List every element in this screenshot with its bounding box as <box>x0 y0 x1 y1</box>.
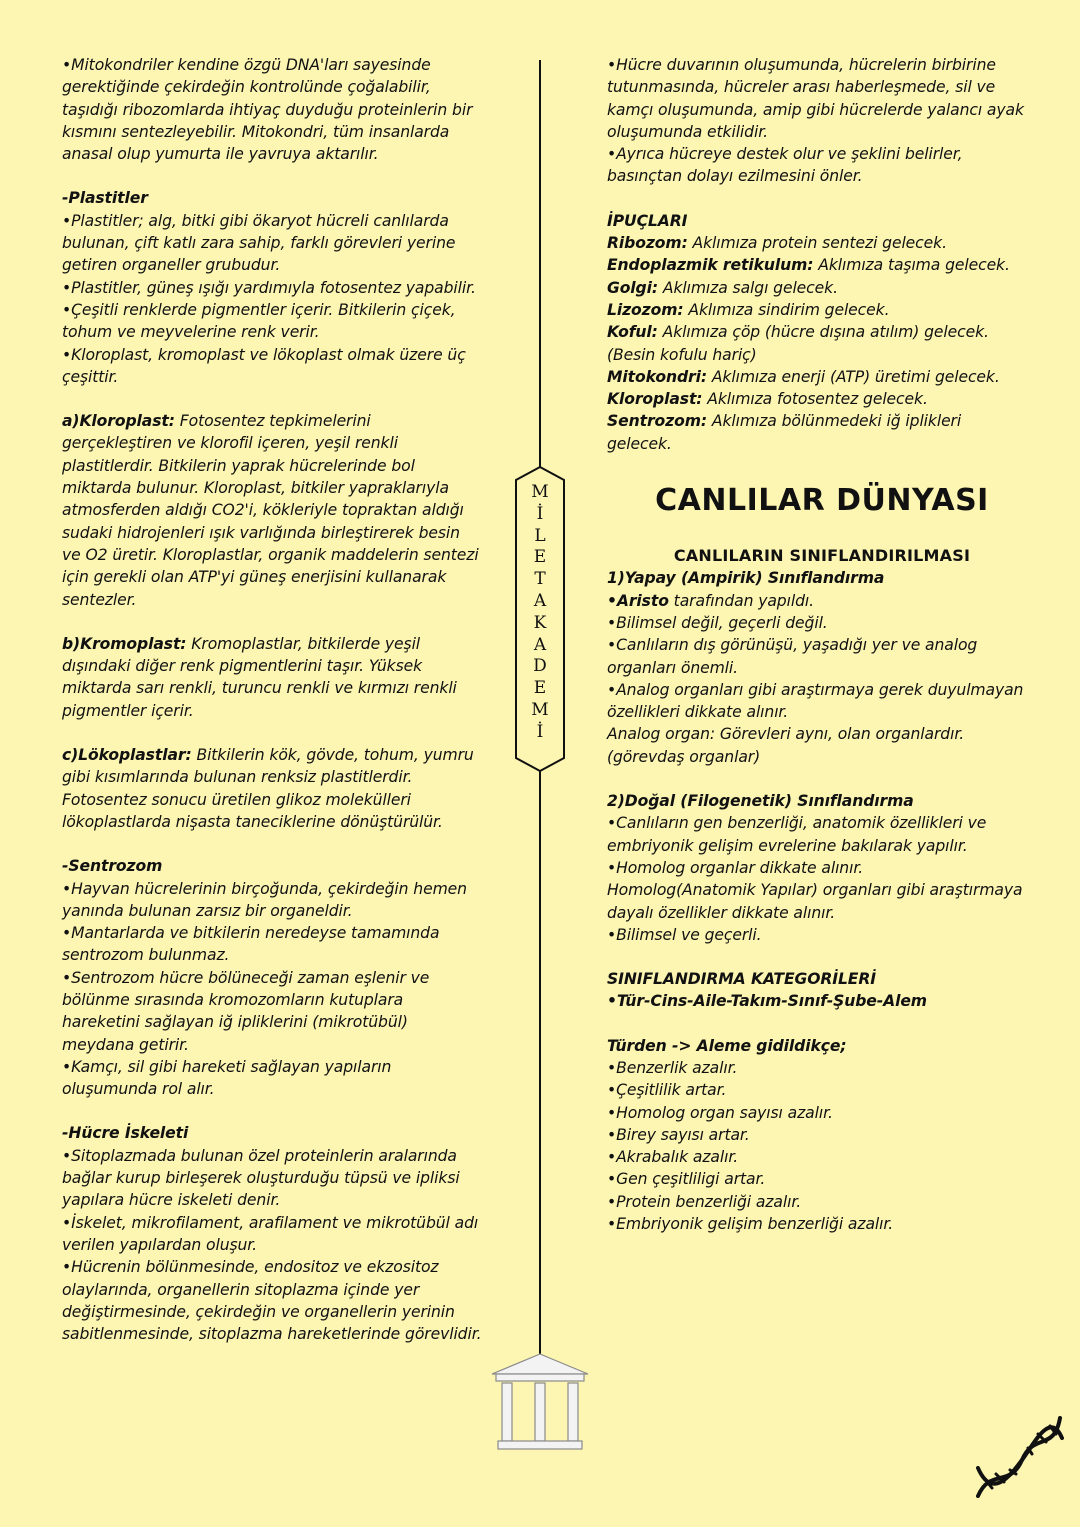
tip-item <box>607 277 1027 299</box>
aristotle-text: tarafından yapıldı. <box>668 591 814 610</box>
natural-classification-item: •Canlıların gen benzerliği, anatomik özellikleri ve embriyonik gelişim evrelerine bakılarak yapılır. <box>607 814 987 855</box>
badge-letter: İ <box>536 503 544 524</box>
chromoplast-term: b)Kromoplast: <box>62 634 187 653</box>
species-to-kingdom-heading: Türden -> Aleme gidildikçe; <box>607 1036 847 1055</box>
plastids-paragraph-2: •Plastitler, güneş ışığı yardımıyla fotosentez yapabilir. <box>62 278 476 297</box>
badge-letter: M <box>531 482 549 502</box>
plastids-heading: -Plastitler <box>62 189 148 208</box>
artificial-classification-item: •Analog organları gibi araştırmaya gerek duyulmayan özellikleri dikkate alınır. <box>607 680 1024 722</box>
natural-classification-heading: 2)Doğal (Filogenetik) Sınıflandırma <box>607 792 914 811</box>
list-item: •Homolog organ sayısı azalır. <box>607 1103 833 1122</box>
artificial-classification-item: Analog organ: Görevleri aynı, olan organlardır.(görevdaş organlar) <box>607 725 965 766</box>
section-subtitle: CANLILARIN SINIFLANDIRILMASI <box>673 546 971 566</box>
list-item: •Protein benzerliği azalır. <box>607 1192 802 1211</box>
centrosome-paragraph-1: •Hayvan hücrelerinin birçoğunda, çekirdeğin hemen yanında bulunan zarsız bir organeldir. <box>62 879 467 920</box>
chloroplast-text: Fotosentez tepkimelerini gerçekleştiren ve klorofil içeren, yeşil renkli plastitlerdir. Bitkilerin yaprak hücrelerinde bol miktarda bulunur. Kloroplast, bitkiler yapraklarıyla atmosferden aldığı CO2'i, kökleriyle topraktan aldığı sudaki hidrojenleri ışık varlığında birleştirerek besin ve O2 üretir. Kloroplastlar, organik maddelerin sentezi için gerekli olan ATP'yi güneş enerjisini kullanarak sentezler. <box>62 412 479 609</box>
dna-helix-icon <box>970 1408 1066 1504</box>
badge-letter: E <box>533 678 547 699</box>
badge-letter: A <box>533 590 547 611</box>
tip-text: Aklımıza çöp (hücre dışına atılım) gelecek. (Besin kofulu hariç) <box>607 323 989 364</box>
artificial-classification-item <box>607 590 1027 612</box>
tip-term: Sentrozom: <box>607 412 708 431</box>
badge-letter: D <box>533 656 547 677</box>
leucoplast-text: Bitkilerin kök, gövde, tohum, yumru gibi kısımlarında bulunan renksiz plastitlerdir. Fotosentez sonucu üretilen glikoz molekülleri lökoplastlarda nişasta taneciklerine dönüştürülür. <box>62 746 474 831</box>
aristotle-term: •Aristo <box>607 591 669 610</box>
cytoskeleton-paragraph-2: •İskelet, mikrofilament, arafilament ve mikrotübül adı verilen yapılardan oluşur. <box>62 1213 479 1254</box>
plastids-paragraph-3: •Çeşitli renklerde pigmentler içerir. Bitkilerin çiçek, tohum ve meyvelerine renk verir. <box>62 300 456 342</box>
cytoskeleton-heading: -Hücre İskeleti <box>62 1124 189 1143</box>
tip-item <box>607 388 1027 410</box>
tip-term: Lizozom: <box>607 300 684 319</box>
list-item: •Çeşitlilik artar. <box>607 1081 727 1100</box>
tip-item <box>607 321 1027 366</box>
list-item: •Embriyonik gelişim benzerliği azalır. <box>607 1215 894 1234</box>
left-column <box>62 54 482 1345</box>
centrosome-paragraph-4: •Kamçı, sil gibi hareketi sağlayan yapıların oluşumunda rol alır. <box>62 1057 392 1099</box>
tip-item <box>607 232 1027 254</box>
temple-icon <box>488 1352 592 1452</box>
artificial-classification-item: •Canlıların dış görünüşü, yaşadığı yer ve analog organları önemli. <box>607 636 978 677</box>
leucoplast-paragraph <box>62 744 482 833</box>
divider-line-top <box>539 60 541 468</box>
chloroplast-paragraph <box>62 410 482 611</box>
artificial-classification-item: •Bilimsel değil, geçerli değil. <box>607 613 828 632</box>
badge-letter: A <box>533 634 547 655</box>
list-item: •Benzerlik azalır. <box>607 1058 738 1077</box>
categories-heading: SINIFLANDIRMA KATEGORİLERİ <box>607 970 876 989</box>
tip-term: Kloroplast: <box>607 390 703 409</box>
cytoskeleton-paragraph-3: •Hücrenin bölünmesinde, endositoz ve ekzositoz olaylarında, organellerin sitoplazma içinde yer değiştirmesinde, çekirdeğin ve organellerin yerinin sabitlenmesinde, sitoplazma hareketlerinde görevlidir. <box>62 1258 482 1344</box>
page-title: CANLILAR DÜNYASI <box>655 483 989 519</box>
chromoplast-text: Kromoplastlar, bitkilerde yeşil dışındaki diğer renk pigmentlerini taşır. Yüksek miktarda sarı renkli, turuncu renkli ve kırmızı renkli pigmentler içerir. <box>62 634 457 720</box>
badge-letter: E <box>533 547 547 568</box>
natural-classification-item: Homolog(Anatomik Yapılar) organları gibi araştırmaya dayalı özellikler dikkate alınır. <box>607 881 1023 922</box>
centrosome-paragraph-3: •Sentrozom hücre bölüneceği zaman eşlenir ve bölünme sırasında kromozomların kutuplara hareketini sağlayan iğ ipliklerini (mikrotübül) meydana getirir. <box>62 968 430 1054</box>
natural-classification-item: •Bilimsel ve geçerli. <box>607 925 762 944</box>
badge-letter: K <box>533 612 547 633</box>
cytoskeleton-paragraph-4: •Hücre duvarının oluşumunda, hücrelerin birbirine tutunmasında, hücreler arası haberleşmede, sil ve kamçı oluşumunda, amip gibi hücrelerde yalancı ayak oluşumunda etkilidir. <box>607 56 1024 141</box>
tip-term: Ribozom: <box>607 234 688 253</box>
tip-text: Aklımıza fotosentez gelecek. <box>702 390 928 409</box>
right-column <box>607 54 1027 1235</box>
leucoplast-term: c)Lökoplastlar: <box>62 746 192 765</box>
badge-letter: L <box>534 525 546 546</box>
badge-letter: M <box>531 699 549 720</box>
tip-text: Aklımıza bölünmedeki iğ iplikleri gelecek. <box>607 412 962 453</box>
badge-letter: T <box>534 569 546 590</box>
divider-badge-letters <box>515 482 565 744</box>
divider-line-bottom <box>539 770 541 1355</box>
artificial-classification-heading: 1)Yapay (Ampirik) Sınıflandırma <box>607 569 885 588</box>
list-item: •Birey sayısı artar. <box>607 1125 750 1144</box>
tip-text: Aklımıza salgı gelecek. <box>658 278 838 297</box>
badge-letter: İ <box>536 721 544 742</box>
plastids-paragraph-4: •Kloroplast, kromoplast ve lökoplast olmak üzere üç çeşittir. <box>62 345 466 386</box>
centrosome-heading: -Sentrozom <box>62 857 163 876</box>
natural-classification-item: •Homolog organlar dikkate alınır. <box>607 858 864 877</box>
tip-text: Aklımıza protein sentezi gelecek. <box>687 234 947 253</box>
tip-term: Golgi: <box>607 278 659 297</box>
categories-list: •Tür-Cins-Aile-Takım-Sınıf-Şube-Alem <box>607 992 927 1011</box>
tip-term: Koful: <box>607 323 658 342</box>
tip-term: Endoplazmik retikulum: <box>607 256 814 275</box>
list-item: •Gen çeşitliligi artar. <box>607 1170 766 1189</box>
tip-item <box>607 410 1027 455</box>
tip-item <box>607 366 1027 388</box>
plastids-paragraph-1: •Plastitler; alg, bitki gibi ökaryot hücreli canlılarda bulunan, çift katlı zara sahip, farklı görevleri yerine getiren organeller grubudur. <box>62 211 456 275</box>
tip-text: Aklımıza enerji (ATP) üretimi gelecek. <box>707 367 1000 386</box>
tip-item <box>607 299 1027 321</box>
chloroplast-term: a)Kloroplast: <box>62 412 175 431</box>
mitochondria-paragraph: •Mitokondriler kendine özgü DNA'ları sayesinde gerektiğinde çekirdeğin kontrolünde çoğalabilir, taşıdığı ribozomlarda ihtiyaç duyduğu proteinlerin bir kısmını sentezleyebilir. Mitokondri, tüm insanlarda anasal olup yumurta ile yavruya aktarılır. <box>62 56 473 164</box>
tip-term: Mitokondri: <box>607 367 707 386</box>
cytoskeleton-paragraph-1: •Sitoplazmada bulunan özel proteinlerin aralarında bağlar kurup birleşerek oluşturduğu tüpsü ve ipliksi yapılara hücre iskeleti denir. <box>62 1146 460 1210</box>
tips-heading: İPUÇLARI <box>607 211 688 230</box>
tip-text: Aklımıza taşıma gelecek. <box>813 256 1010 275</box>
centrosome-paragraph-2: •Mantarlarda ve bitkilerin neredeyse tamamında sentrozom bulunmaz. <box>62 924 440 965</box>
tip-text: Aklımıza sindirim gelecek. <box>683 300 890 319</box>
tip-item <box>607 254 1027 276</box>
chromoplast-paragraph <box>62 633 482 722</box>
cytoskeleton-paragraph-5: •Ayrıca hücreye destek olur ve şeklini belirler, basınçtan dolayı ezilmesini önler. <box>607 145 963 186</box>
list-item: •Akrabalık azalır. <box>607 1148 739 1167</box>
